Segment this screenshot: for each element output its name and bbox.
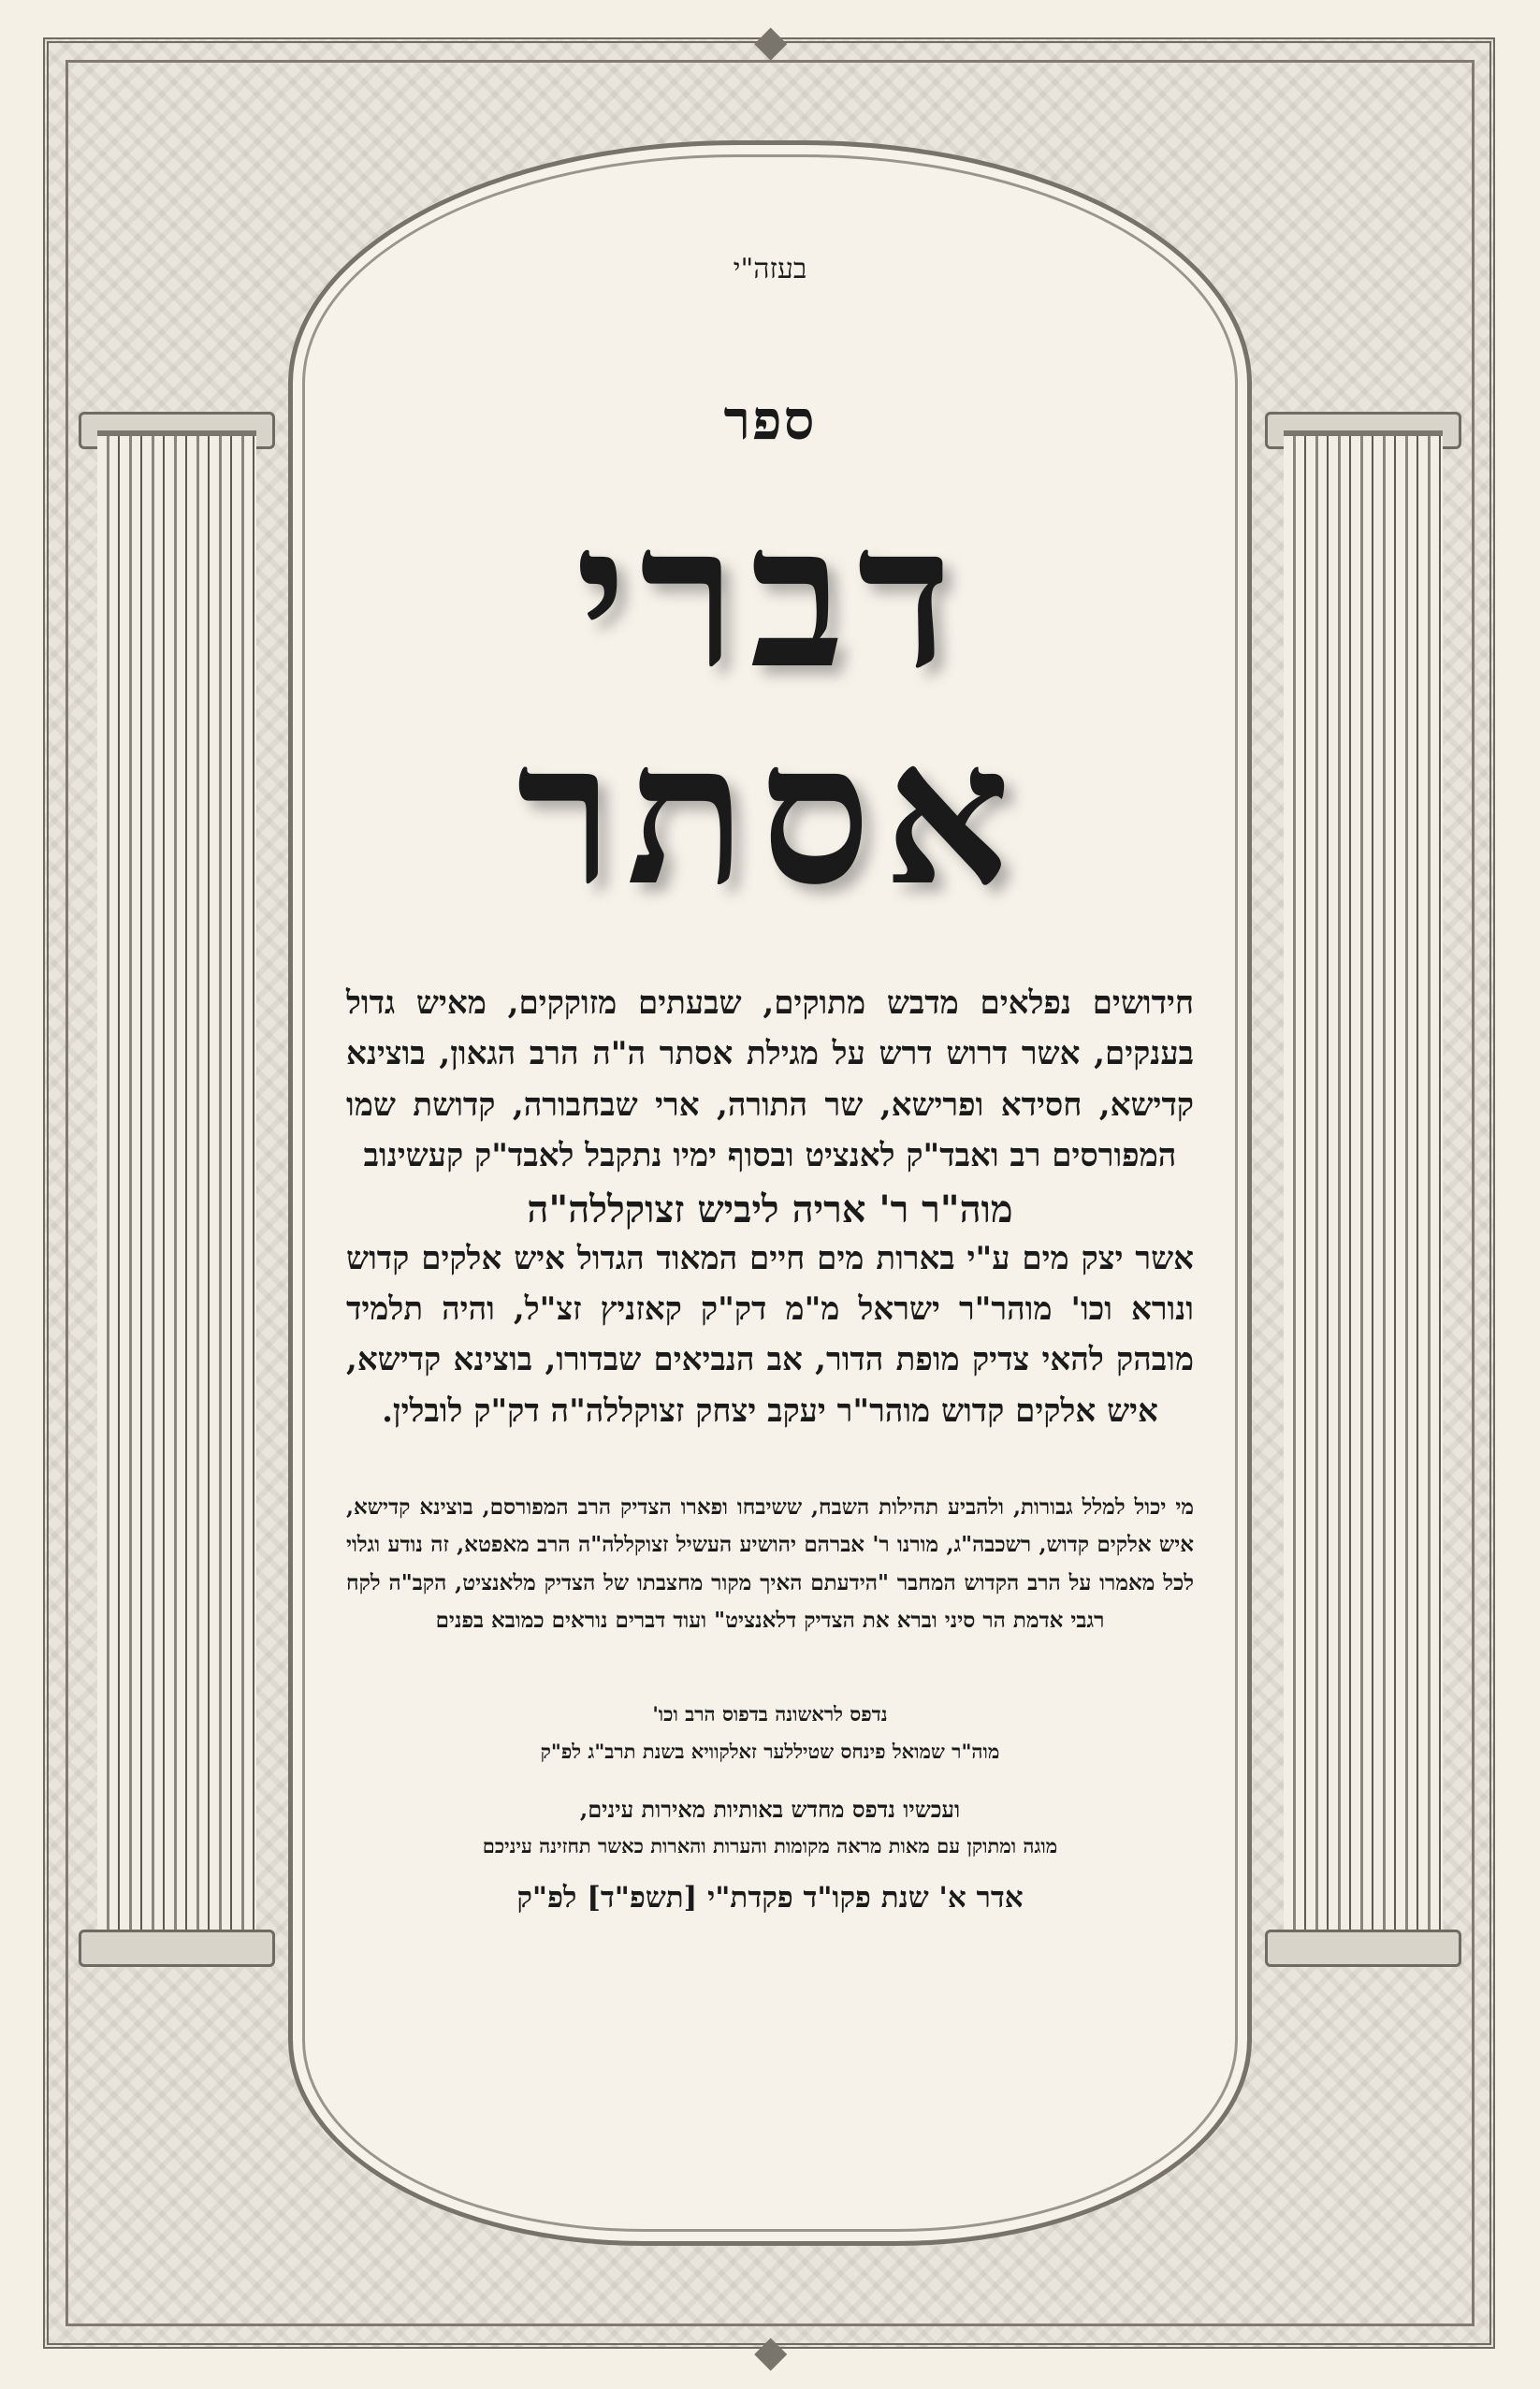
first-printing-line-2: מוה"ר שמואל פינחס שטיללער זאלקוויא בשנת תרב"ג לפ"ק xyxy=(540,1740,1000,1764)
left-columns xyxy=(97,430,256,1958)
book-description: חידושים נפלאים מדבש מתוקים, שבעתים מזוקקים, מאיש גדול בענקים, אשר דרוש דרש על מגילת אסתר ה"ה הרב הגאון, בוצינא קדישא, חסידא ופרישא, שר התורה, ארי שבחבורה, קדושת שמו המפורסים רב ואבד"ק לאנציט ובסוף ימיו נתקבל לאבד"ק קעשינוב xyxy=(346,984,1194,1175)
book-title-line-1: דברי xyxy=(574,481,966,712)
praise-paragraph: מי יכול למלל גבורות, ולהביע תהילות השבח, ששיבחו ופארו הצדיק הרב המפורסם, בוצינא קדישא, איש אלקים קדוש, רשכבה"ג, מורנו ר' אברהם יהושיע העשיל זצוקללה"ה הרב מאפטא, זה נודע וגלוי לכל מאמרו על הרב הקדוש המחבר "הידעתם האיך מקור מחצבתו של הצדיק מלאנציט, הקב"ה לקח רגבי אדמת הר סיני וברא את הצדיק דלאנציט" ועוד דברים נוראים כמובא בפנים xyxy=(346,1494,1194,1633)
first-printing-line-1: נדפס לראשונה בדפוס הרב וכו' xyxy=(652,1702,888,1726)
new-printing-line-2: מוגה ומתוקן עם מאות מראה מקומות והערות והארות כאשר תחזינה עיניכם xyxy=(482,1833,1058,1857)
sefer-label: ספר xyxy=(723,388,817,452)
diamond-ornament-icon: ◆ xyxy=(754,2325,788,2376)
right-columns xyxy=(1284,430,1443,1958)
book-title-line-2: אסתר xyxy=(516,698,1024,929)
publication-date: אדר א' שנת פקו"ד פקדת"י [תשפ"ד] לפ"ק xyxy=(516,1881,1024,1916)
column-base xyxy=(1265,1930,1461,1967)
first-printing xyxy=(346,1696,1194,1770)
bh-heading: בעזה"י xyxy=(733,253,807,285)
diamond-ornament-icon: ◆ xyxy=(754,15,788,66)
new-printing xyxy=(346,1791,1194,1862)
author-name: מוה"ר ר' אריה ליביש זצוקללה"ה xyxy=(527,1187,1013,1231)
new-printing-line-1: ועכשיו נדפס מחדש באותיות מאירות עינים, xyxy=(579,1795,961,1823)
author-lineage: אשר יצק מים ע"י בארות מים חיים המאוד הגדול איש אלקים קדוש ונורא וכו' מוהר"ר ישראל מ"מ דק"ק קאזניץ זצ"ל, והיה תלמיד מובהק להאי צדיק מופת הדור, אב הנביאים שבדורו, בוצינא קדישא, איש אלקים קדוש מוהר"ר יעקב יצחק זצוקללה"ה דק"ק לובלין. xyxy=(346,1239,1194,1430)
column-base xyxy=(79,1930,275,1967)
title-content xyxy=(346,253,1194,1915)
